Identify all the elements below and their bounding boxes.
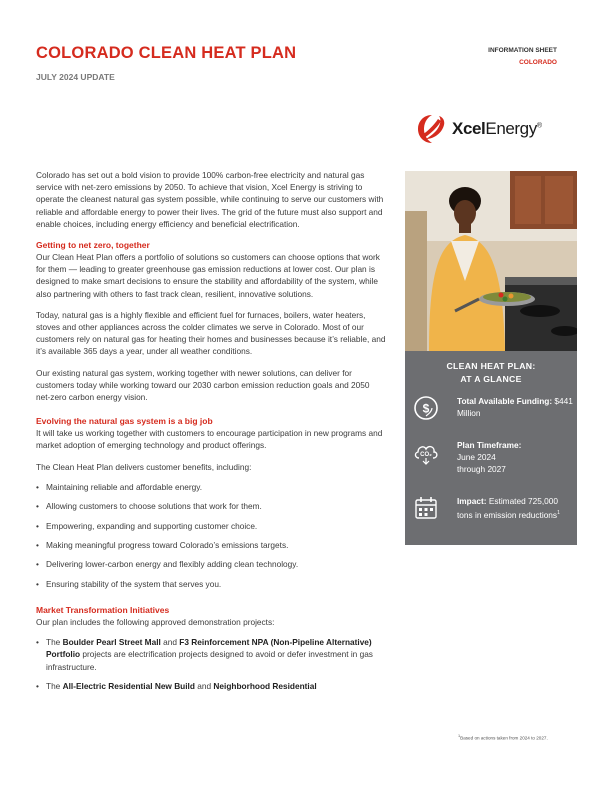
timeframe-text: Plan Timeframe: June 2024 through 2027	[457, 440, 522, 475]
sheet-state-label: COLORADO	[519, 59, 557, 66]
list-item: • Allowing customers to choose solutions that work for them.	[36, 500, 386, 512]
section-heading-net-zero: Getting to net zero, together	[36, 240, 150, 251]
list-item: • Maintaining reliable and affordable energy.	[36, 481, 386, 493]
impact-stat	[413, 495, 573, 521]
dollar-coin-icon	[413, 395, 439, 421]
section-heading-market: Market Transformation Initiatives	[36, 605, 170, 616]
kitchen-photo	[405, 171, 577, 351]
svg-text:$: $	[422, 401, 430, 416]
intro-paragraph: Colorado has set out a bold vision to provide 100% carbon-free electricity and natural gas service with net-zero emissions by 2050. To achieve that vision, Xcel Energy is striving to operate the cleanest natural gas system possible, while continuing to serve our customers with reliable and affordable energy to power their lives. The grid of the future must also support and enable choices, including energy efficiency and beneficial electrification.	[36, 170, 384, 229]
at-a-glance-panel	[405, 351, 577, 545]
funding-stat	[413, 395, 573, 421]
list-item: • Empowering, expanding and supporting customer choice.	[36, 520, 386, 532]
page-title: COLORADO CLEAN HEAT PLAN	[36, 44, 297, 62]
paragraph: Our existing natural gas system, working together with newer solutions, can deliver for customers today while working toward our 2030 carbon emission reduction goals and 2050 net-zero carbon energy vision.	[36, 367, 370, 403]
paragraph: Our plan includes the following approved demonstration projects:	[36, 617, 275, 628]
calendar-icon	[413, 495, 439, 521]
xcel-swoosh-icon	[416, 113, 448, 145]
list-item: • Making meaningful progress toward Colorado’s emissions targets.	[36, 539, 386, 551]
panel-title: CLEAN HEAT PLAN: AT A GLANCE	[446, 361, 536, 384]
xcel-energy-logo	[416, 112, 566, 146]
page-subtitle: JULY 2024 UPDATE	[36, 72, 115, 82]
paragraph: Our Clean Heat Plan offers a portfolio of solutions so customers can choose options that work for them — leading to greater greenhouse gas emission reductions at lower cost. Our plan is designed to make smart decisions to ensure the stability and affordability of the system, while also partnering with others to fast track clean, resilient, innovative solutions.	[36, 252, 380, 299]
main-body	[36, 169, 386, 699]
projects-list	[36, 636, 386, 692]
list-item: • Ensuring stability of the system that serves you.	[36, 578, 386, 590]
funding-text: Total Available Funding: $441 Million	[457, 396, 573, 419]
section-heading-evolving: Evolving the natural gas system is a big job	[36, 416, 213, 427]
timeframe-stat	[413, 439, 573, 476]
list-item: • Delivering lower-carbon energy and flexibly adding clean technology.	[36, 558, 386, 570]
paragraph: It will take us working together with customers to encourage participation in new programs and market adoption of emerging technology and product offerings.	[36, 428, 383, 451]
list-item: • The Boulder Pearl Street Mall and F3 Reinforcement NPA (Non-Pipeline Alternative) Portfolio projects are electrification projects designed to avoid or defer investment in gas infrastructure.	[36, 636, 386, 673]
svg-text:CO₂: CO₂	[420, 452, 432, 458]
paragraph: The Clean Heat Plan delivers customer benefits, including:	[36, 461, 252, 472]
paragraph: Today, natural gas is a highly flexible and efficient fuel for furnaces, boilers, water heaters, stoves and other appliances across the colder climates we serve in Colorado. Most of our customers rely on natural gas for heating their homes and businesses because it’s reliable, and it’s available 365 days a year, under all weather conditions.	[36, 309, 386, 357]
benefits-list	[36, 481, 386, 590]
footnote: $^1$Based on actions taken from 2024 to 2027.	[458, 734, 548, 741]
co2-cloud-icon	[413, 439, 439, 465]
logo-wordmark: XcelEnergy®	[452, 119, 542, 138]
sheet-type-label: INFORMATION SHEET	[488, 47, 557, 54]
list-item: • The All-Electric Residential New Build and Neighborhood Residential	[36, 680, 386, 692]
impact-text: Impact: Estimated 725,000 tons in emission reductions$^1$	[457, 496, 560, 520]
